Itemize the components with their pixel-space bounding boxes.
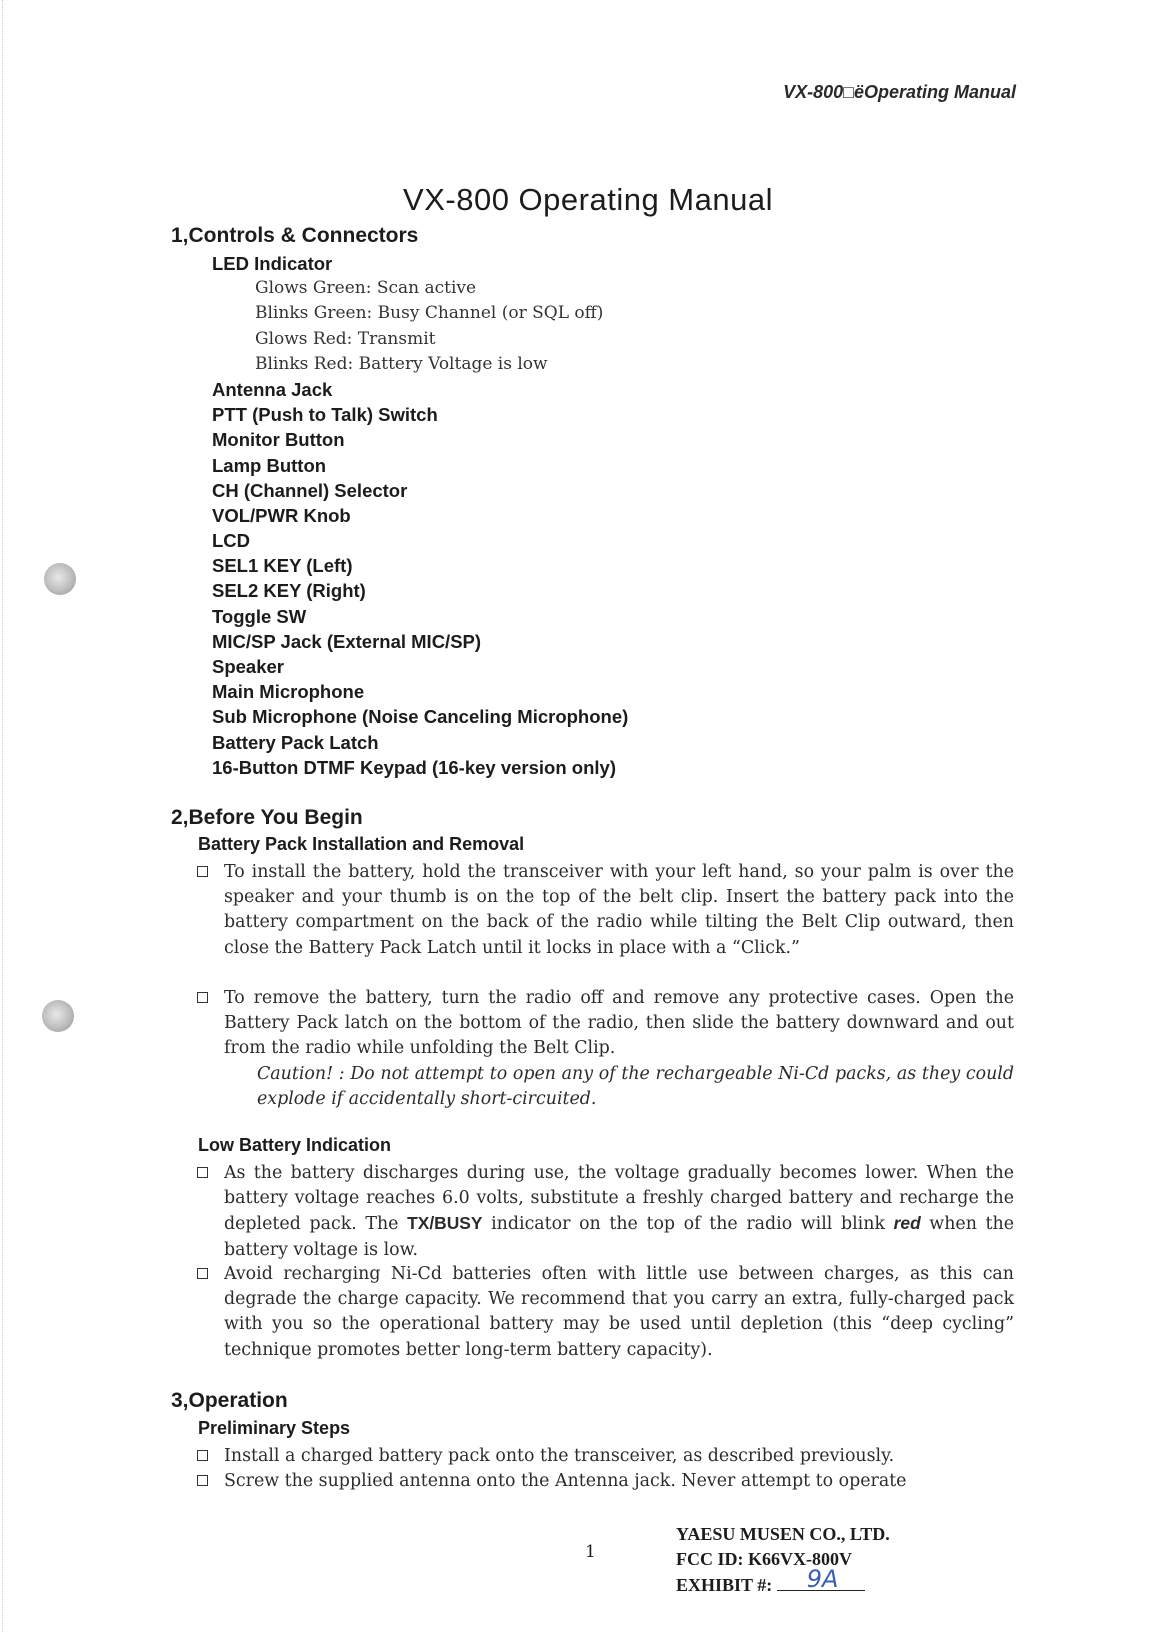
section-heading-controls: 1,Controls & Connectors — [171, 224, 419, 247]
led-indicator-label: LED Indicator — [212, 253, 333, 274]
led-states-list — [212, 276, 628, 377]
checkbox-bullet-icon — [197, 1167, 208, 1178]
emphasis-red: red — [893, 1213, 921, 1234]
bullet-paragraph — [224, 860, 1014, 961]
page-number: 1 — [585, 1542, 596, 1562]
exhibit-blank — [777, 1565, 865, 1593]
led-state-item: Blinks Green: Busy Channel (or SQL off) — [255, 303, 604, 324]
control-item: Toggle SW — [212, 605, 307, 627]
control-item: MIC/SP Jack (External MIC/SP) — [212, 630, 482, 652]
bullet-paragraph — [224, 1161, 1014, 1263]
paragraph-text: To remove the battery, turn the radio off and remove any protective cases. Open the Battery Pack latch on the bottom of the radio, then slide the battery downward and out from the radio while unfolding the Belt Clip. — [224, 988, 1014, 1059]
company-name: YAESU MUSEN CO., LTD. — [676, 1524, 890, 1544]
led-state-item: Glows Red: Transmit — [255, 328, 436, 349]
tx-busy-indicator-name: TX/BUSY — [407, 1213, 483, 1234]
paragraph-text-part: indicator on the top of the radio will blink — [482, 1214, 894, 1235]
list-item-led — [212, 251, 628, 377]
section-heading-operation: 3,Operation — [171, 1389, 288, 1412]
scan-edge-line — [2, 0, 4, 1632]
paragraph-text: Avoid recharging Ni-Cd batteries often with little use between charges, as this can degrade the charge capacity. We recommend that you carry an extra, fully-charged pack with you so the operational battery may be used until depletion (this “deep cycling” technique promotes better long-term battery capacity). — [224, 1264, 1014, 1360]
checkbox-bullet-icon — [197, 1268, 208, 1279]
control-item: PTT (Push to Talk) Switch — [212, 404, 438, 426]
subheading-low-battery: Low Battery Indication — [198, 1135, 392, 1155]
bullet-paragraph — [224, 1262, 1014, 1363]
subheading-battery-install: Battery Pack Installation and Removal — [198, 834, 525, 854]
control-item: LCD — [212, 530, 251, 552]
subheading-preliminary: Preliminary Steps — [198, 1418, 351, 1438]
paragraph-text-part: when the battery voltage is low. — [224, 1214, 1014, 1260]
control-item: Speaker — [212, 656, 284, 678]
paragraph-text: Install a charged battery pack onto the transceiver, as described previously. — [224, 1446, 895, 1466]
control-item: Monitor Button — [212, 429, 345, 451]
control-item: CH (Channel) Selector — [212, 479, 408, 501]
checkbox-bullet-icon — [197, 866, 208, 877]
exhibit-label: EXHIBIT #: — [676, 1575, 773, 1595]
control-item: 16-Button DTMF Keypad (16-key version only) — [212, 756, 616, 778]
paragraph-text: Screw the supplied antenna onto the Antenna jack. Never attempt to operate — [224, 1471, 907, 1491]
paragraph-text: To install the battery, hold the transceiver with your left hand, so your palm is over the speaker and your thumb is on the top of the belt clip. Insert the battery pack into the battery compartment on the back of the radio while tilting the Belt Clip outward, then close the Battery Pack Latch until it locks in place with a “Click.” — [224, 862, 1014, 958]
checkbox-bullet-icon — [197, 1475, 208, 1486]
binder-hole-mark — [42, 1000, 74, 1032]
control-item: SEL2 KEY (Right) — [212, 580, 366, 602]
exhibit-handwritten-value: 9A — [806, 1565, 839, 1593]
checkbox-bullet-icon — [197, 1450, 208, 1461]
control-item: Battery Pack Latch — [212, 731, 379, 753]
checkbox-bullet-icon — [197, 992, 208, 1003]
bullet-paragraph — [224, 986, 1014, 1062]
control-item: SEL1 KEY (Left) — [212, 555, 353, 577]
paragraph-text-part: As the battery discharges during use, the voltage gradually becomes lower. When the battery voltage reaches 6.0 volts, substitute a freshly charged battery and recharge the depleted pack. The — [224, 1163, 1014, 1235]
bullet-paragraph — [224, 1444, 1014, 1469]
fcc-id: FCC ID: K66VX-800V — [676, 1549, 852, 1569]
control-item: Main Microphone — [212, 681, 365, 703]
control-item: Lamp Button — [212, 454, 327, 476]
control-item: Sub Microphone (Noise Canceling Microphone) — [212, 706, 629, 728]
led-state-item: Glows Green: Scan active — [255, 278, 477, 299]
caution-note: Caution! : Do not attempt to open any of the rechargeable Ni-Cd packs, as they could explode if accidentally short-circuited. — [257, 1064, 1014, 1110]
fcc-footer-block — [676, 1522, 890, 1598]
binder-hole-mark — [44, 563, 76, 595]
running-header: VX-800□ëOperating Manual — [783, 82, 1016, 102]
led-state-item: Blinks Red: Battery Voltage is low — [255, 353, 548, 374]
document-title: VX-800 Operating Manual — [403, 182, 773, 217]
control-item: VOL/PWR Knob — [212, 504, 351, 526]
controls-list — [212, 251, 628, 780]
bullet-paragraph — [224, 1469, 1014, 1494]
section-heading-before-you-begin: 2,Before You Begin — [171, 806, 363, 829]
exhibit-row — [676, 1565, 890, 1598]
control-item: Antenna Jack — [212, 378, 333, 400]
